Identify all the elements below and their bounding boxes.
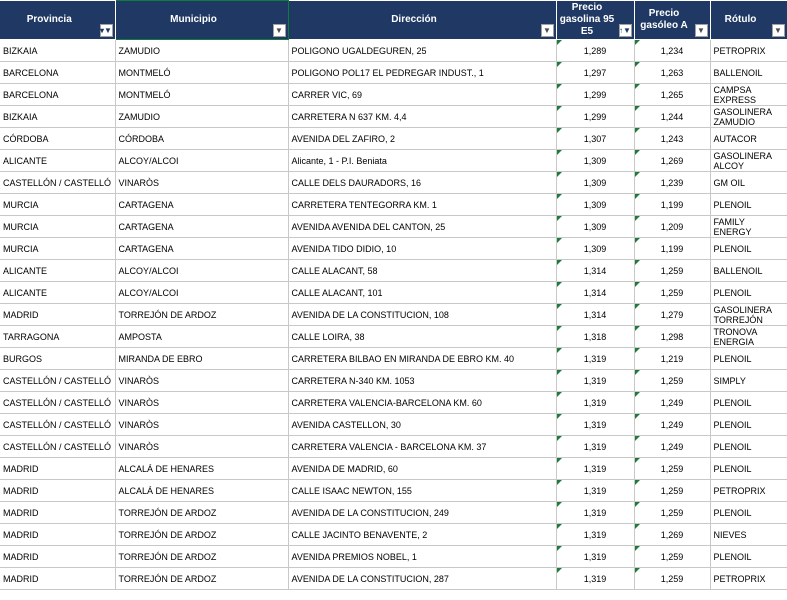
cell-direccion[interactable]: AVENIDA DEL ZAFIRO, 2 bbox=[288, 128, 556, 150]
cell-municipio[interactable]: ALCALÁ DE HENARES bbox=[115, 458, 288, 480]
table-row bbox=[0, 106, 787, 128]
cell-gasoleo[interactable]: 1,259 bbox=[634, 546, 710, 568]
cell-provincia[interactable]: MADRID bbox=[0, 568, 115, 590]
cell-gasoleo[interactable]: 1,243 bbox=[634, 128, 710, 150]
cell-rotulo[interactable]: FAMILY ENERGY bbox=[710, 216, 787, 238]
cell-rotulo[interactable]: PLENOIL bbox=[710, 238, 787, 260]
table-row bbox=[0, 194, 787, 216]
cell-direccion[interactable]: CALLE JACINTO BENAVENTE, 2 bbox=[288, 524, 556, 546]
column-header-label: Municipio bbox=[170, 14, 217, 25]
cell-municipio[interactable]: ALCOY/ALCOI bbox=[115, 150, 288, 172]
cell-gasolina[interactable]: 1,319 bbox=[556, 524, 634, 546]
cell-gasolina[interactable]: 1,319 bbox=[556, 392, 634, 414]
cell-gasoleo[interactable]: 1,269 bbox=[634, 150, 710, 172]
cell-direccion[interactable]: CALLE ALACANT, 58 bbox=[288, 260, 556, 282]
cell-direccion[interactable]: CARRETERA N-340 KM. 1053 bbox=[288, 370, 556, 392]
table-row bbox=[0, 260, 787, 282]
cell-gasolina[interactable]: 1,319 bbox=[556, 502, 634, 524]
cell-municipio[interactable]: MIRANDA DE EBRO bbox=[115, 348, 288, 370]
cell-municipio[interactable]: TORREJÓN DE ARDOZ bbox=[115, 304, 288, 326]
cell-gasolina[interactable]: 1,309 bbox=[556, 238, 634, 260]
cell-provincia[interactable]: CASTELLÓN / CASTELLÓ bbox=[0, 392, 115, 414]
cell-provincia[interactable]: ALICANTE bbox=[0, 282, 115, 304]
column-header-gasoleo[interactable] bbox=[634, 1, 710, 40]
cell-direccion[interactable]: AVENIDA DE LA CONSTITUCION, 249 bbox=[288, 502, 556, 524]
cell-rotulo[interactable]: GASOLINERA ZAMUDIO bbox=[710, 106, 787, 128]
cell-gasolina[interactable]: 1,319 bbox=[556, 370, 634, 392]
cell-gasolina[interactable]: 1,297 bbox=[556, 62, 634, 84]
column-header-label: Dirección bbox=[391, 13, 437, 25]
dropdown-arrow-icon[interactable]: ▼ bbox=[772, 24, 785, 37]
cell-municipio[interactable]: VINARÒS bbox=[115, 370, 288, 392]
column-header-provincia[interactable] bbox=[0, 1, 115, 40]
cell-gasoleo[interactable]: 1,244 bbox=[634, 106, 710, 128]
cell-rotulo[interactable]: BALLENOIL bbox=[710, 62, 787, 84]
cell-provincia[interactable]: MURCIA bbox=[0, 238, 115, 260]
cell-provincia[interactable]: CÓRDOBA bbox=[0, 128, 115, 150]
cell-provincia[interactable]: MADRID bbox=[0, 524, 115, 546]
cell-rotulo[interactable]: PLENOIL bbox=[710, 348, 787, 370]
cell-gasoleo[interactable]: 1,219 bbox=[634, 348, 710, 370]
cell-municipio[interactable]: CARTAGENA bbox=[115, 216, 288, 238]
cell-rotulo[interactable]: TRONOVA ENERGIA bbox=[710, 326, 787, 348]
cell-municipio[interactable]: MONTMELÓ bbox=[115, 62, 288, 84]
cell-gasoleo[interactable]: 1,199 bbox=[634, 238, 710, 260]
cell-gasoleo[interactable]: 1,239 bbox=[634, 172, 710, 194]
cell-direccion[interactable]: POLIGONO POL17 EL PEDREGAR INDUST., 1 bbox=[288, 62, 556, 84]
filter-applied-icon[interactable]: ▾▼ bbox=[100, 24, 113, 37]
cell-gasoleo[interactable]: 1,259 bbox=[634, 480, 710, 502]
cell-municipio[interactable]: VINARÒS bbox=[115, 172, 288, 194]
cell-direccion[interactable]: CARRETERA VALENCIA - BARCELONA KM. 37 bbox=[288, 436, 556, 458]
column-header-label: Precio gasolina 95 E5 bbox=[559, 1, 615, 37]
cell-municipio[interactable]: VINARÒS bbox=[115, 436, 288, 458]
table-row bbox=[0, 436, 787, 458]
cell-rotulo[interactable]: PETROPRIX bbox=[710, 480, 787, 502]
cell-gasolina[interactable]: 1,319 bbox=[556, 348, 634, 370]
cell-gasolina[interactable]: 1,318 bbox=[556, 326, 634, 348]
cell-gasoleo[interactable]: 1,199 bbox=[634, 194, 710, 216]
table-row bbox=[0, 304, 787, 326]
cell-gasoleo[interactable]: 1,279 bbox=[634, 304, 710, 326]
cell-provincia[interactable]: CASTELLÓN / CASTELLÓ bbox=[0, 414, 115, 436]
cell-municipio[interactable]: CARTAGENA bbox=[115, 194, 288, 216]
table-row bbox=[0, 370, 787, 392]
cell-gasolina[interactable]: 1,309 bbox=[556, 216, 634, 238]
cell-rotulo[interactable]: CAMPSA EXPRESS bbox=[710, 84, 787, 106]
table-body bbox=[0, 40, 787, 590]
dropdown-arrow-icon[interactable]: ▼ bbox=[541, 24, 554, 37]
column-header-label: Rótulo bbox=[724, 13, 757, 25]
cell-gasoleo[interactable]: 1,249 bbox=[634, 392, 710, 414]
cell-direccion[interactable]: AVENIDA TIDO DIDIO, 10 bbox=[288, 238, 556, 260]
cell-rotulo[interactable]: PETROPRIX bbox=[710, 568, 787, 590]
cell-municipio[interactable]: VINARÒS bbox=[115, 392, 288, 414]
cell-rotulo[interactable]: PLENOIL bbox=[710, 282, 787, 304]
table-row bbox=[0, 458, 787, 480]
cell-municipio[interactable]: TORREJÓN DE ARDOZ bbox=[115, 546, 288, 568]
cell-gasolina[interactable]: 1,309 bbox=[556, 150, 634, 172]
cell-gasoleo[interactable]: 1,259 bbox=[634, 502, 710, 524]
cell-municipio[interactable]: CÓRDOBA bbox=[115, 128, 288, 150]
table-row bbox=[0, 172, 787, 194]
cell-provincia[interactable]: CASTELLÓN / CASTELLÓ bbox=[0, 172, 115, 194]
cell-provincia[interactable]: TARRAGONA bbox=[0, 326, 115, 348]
cell-direccion[interactable]: CALLE ALACANT, 101 bbox=[288, 282, 556, 304]
table-row bbox=[0, 414, 787, 436]
cell-municipio[interactable]: TORREJÓN DE ARDOZ bbox=[115, 524, 288, 546]
cell-gasoleo[interactable]: 1,234 bbox=[634, 40, 710, 62]
cell-direccion[interactable]: CARRETERA N 637 KM. 4,4 bbox=[288, 106, 556, 128]
cell-direccion[interactable]: AVENIDA PREMIOS NOBEL, 1 bbox=[288, 546, 556, 568]
cell-rotulo[interactable]: PLENOIL bbox=[710, 502, 787, 524]
cell-rotulo[interactable]: NIEVES bbox=[710, 524, 787, 546]
table-row bbox=[0, 282, 787, 304]
cell-gasoleo[interactable]: 1,259 bbox=[634, 370, 710, 392]
cell-provincia[interactable]: MADRID bbox=[0, 480, 115, 502]
cell-gasolina[interactable]: 1,299 bbox=[556, 84, 634, 106]
cell-direccion[interactable]: CARRETERA TENTEGORRA KM. 1 bbox=[288, 194, 556, 216]
cell-provincia[interactable]: CASTELLÓN / CASTELLÓ bbox=[0, 436, 115, 458]
cell-rotulo[interactable]: PLENOIL bbox=[710, 436, 787, 458]
cell-municipio[interactable]: ALCOY/ALCOI bbox=[115, 260, 288, 282]
cell-direccion[interactable]: POLIGONO UGALDEGUREN, 25 bbox=[288, 40, 556, 62]
cell-rotulo[interactable]: AUTACOR bbox=[710, 128, 787, 150]
cell-direccion[interactable]: AVENIDA AVENIDA DEL CANTON, 25 bbox=[288, 216, 556, 238]
cell-gasolina[interactable]: 1,319 bbox=[556, 568, 634, 590]
cell-municipio[interactable]: ALCALÁ DE HENARES bbox=[115, 480, 288, 502]
dropdown-arrow-icon[interactable]: ▼ bbox=[273, 24, 286, 37]
cell-provincia[interactable]: MADRID bbox=[0, 546, 115, 568]
cell-gasoleo[interactable]: 1,259 bbox=[634, 260, 710, 282]
column-header-label: Precio gasóleo A bbox=[640, 7, 688, 31]
cell-gasolina[interactable]: 1,314 bbox=[556, 282, 634, 304]
cell-gasoleo[interactable]: 1,259 bbox=[634, 458, 710, 480]
table-row bbox=[0, 392, 787, 414]
table-row bbox=[0, 84, 787, 106]
cell-gasolina[interactable]: 1,309 bbox=[556, 194, 634, 216]
cell-provincia[interactable]: MADRID bbox=[0, 502, 115, 524]
cell-gasoleo[interactable]: 1,249 bbox=[634, 436, 710, 458]
table-row bbox=[0, 502, 787, 524]
table-row bbox=[0, 62, 787, 84]
cell-gasoleo[interactable]: 1,298 bbox=[634, 326, 710, 348]
cell-municipio[interactable]: ZAMUDIO bbox=[115, 106, 288, 128]
cell-gasolina[interactable]: 1,319 bbox=[556, 436, 634, 458]
cell-gasolina[interactable]: 1,309 bbox=[556, 172, 634, 194]
cell-direccion[interactable]: AVENIDA DE MADRID, 60 bbox=[288, 458, 556, 480]
cell-rotulo[interactable]: BALLENOIL bbox=[710, 260, 787, 282]
cell-gasoleo[interactable]: 1,259 bbox=[634, 282, 710, 304]
header-row bbox=[0, 1, 787, 40]
cell-rotulo[interactable]: SIMPLY bbox=[710, 370, 787, 392]
cell-municipio[interactable]: TORREJÓN DE ARDOZ bbox=[115, 568, 288, 590]
cell-rotulo[interactable]: PLENOIL bbox=[710, 414, 787, 436]
cell-direccion[interactable]: CALLE DELS DAURADORS, 16 bbox=[288, 172, 556, 194]
cell-gasoleo[interactable]: 1,249 bbox=[634, 414, 710, 436]
cell-municipio[interactable]: AMPOSTA bbox=[115, 326, 288, 348]
cell-municipio[interactable]: MONTMELÓ bbox=[115, 84, 288, 106]
cell-gasolina[interactable]: 1,314 bbox=[556, 304, 634, 326]
cell-rotulo[interactable]: PLENOIL bbox=[710, 546, 787, 568]
cell-rotulo[interactable]: PETROPRIX bbox=[710, 40, 787, 62]
cell-gasoleo[interactable]: 1,269 bbox=[634, 524, 710, 546]
cell-gasolina[interactable]: 1,319 bbox=[556, 414, 634, 436]
cell-provincia[interactable]: ALICANTE bbox=[0, 150, 115, 172]
cell-municipio[interactable]: TORREJÓN DE ARDOZ bbox=[115, 502, 288, 524]
cell-rotulo[interactable]: GM OIL bbox=[710, 172, 787, 194]
cell-gasolina[interactable]: 1,307 bbox=[556, 128, 634, 150]
cell-provincia[interactable]: BARCELONA bbox=[0, 84, 115, 106]
cell-gasolina[interactable]: 1,314 bbox=[556, 260, 634, 282]
table-row bbox=[0, 546, 787, 568]
cell-direccion[interactable]: AVENIDA DE LA CONSTITUCION, 108 bbox=[288, 304, 556, 326]
table-row bbox=[0, 238, 787, 260]
cell-direccion[interactable]: CALLE ISAAC NEWTON, 155 bbox=[288, 480, 556, 502]
cell-gasoleo[interactable]: 1,259 bbox=[634, 568, 710, 590]
table-row bbox=[0, 348, 787, 370]
cell-provincia[interactable]: MURCIA bbox=[0, 216, 115, 238]
table-row bbox=[0, 524, 787, 546]
cell-gasolina[interactable]: 1,289 bbox=[556, 40, 634, 62]
cell-rotulo[interactable]: PLENOIL bbox=[710, 392, 787, 414]
cell-municipio[interactable]: VINARÒS bbox=[115, 414, 288, 436]
column-header-direccion[interactable] bbox=[288, 1, 556, 40]
table-row bbox=[0, 128, 787, 150]
cell-direccion[interactable]: Alicante, 1 - P.I. Beniata bbox=[288, 150, 556, 172]
cell-provincia[interactable]: MURCIA bbox=[0, 194, 115, 216]
column-header-municipio[interactable] bbox=[115, 1, 288, 40]
cell-provincia[interactable]: BURGOS bbox=[0, 348, 115, 370]
table-row bbox=[0, 40, 787, 62]
cell-gasoleo[interactable]: 1,263 bbox=[634, 62, 710, 84]
column-header-gasolina[interactable] bbox=[556, 1, 634, 40]
table-row bbox=[0, 216, 787, 238]
cell-rotulo[interactable]: GASOLINERA TORREJÓN bbox=[710, 304, 787, 326]
cell-municipio[interactable]: ALCOY/ALCOI bbox=[115, 282, 288, 304]
cell-gasolina[interactable]: 1,299 bbox=[556, 106, 634, 128]
cell-municipio[interactable]: CARTAGENA bbox=[115, 238, 288, 260]
cell-provincia[interactable]: BARCELONA bbox=[0, 62, 115, 84]
cell-direccion[interactable]: CARRETERA VALENCIA-BARCELONA KM. 60 bbox=[288, 392, 556, 414]
cell-direccion[interactable]: AVENIDA DE LA CONSTITUCION, 287 bbox=[288, 568, 556, 590]
cell-provincia[interactable]: BIZKAIA bbox=[0, 40, 115, 62]
cell-provincia[interactable]: ALICANTE bbox=[0, 260, 115, 282]
cell-provincia[interactable]: CASTELLÓN / CASTELLÓ bbox=[0, 370, 115, 392]
dropdown-arrow-icon[interactable]: ▼ bbox=[695, 24, 708, 37]
cell-provincia[interactable]: MADRID bbox=[0, 458, 115, 480]
cell-direccion[interactable]: CALLE LOIRA, 38 bbox=[288, 326, 556, 348]
column-header-rotulo[interactable] bbox=[710, 1, 787, 40]
cell-direccion[interactable]: AVENIDA CASTELLON, 30 bbox=[288, 414, 556, 436]
cell-gasolina[interactable]: 1,319 bbox=[556, 546, 634, 568]
table-row bbox=[0, 326, 787, 348]
cell-gasoleo[interactable]: 1,209 bbox=[634, 216, 710, 238]
sort-filter-icon[interactable]: ↑▼ bbox=[619, 24, 632, 37]
cell-gasolina[interactable]: 1,319 bbox=[556, 480, 634, 502]
cell-rotulo[interactable]: PLENOIL bbox=[710, 194, 787, 216]
table-row bbox=[0, 480, 787, 502]
cell-rotulo[interactable]: GASOLINERA ALCOY bbox=[710, 150, 787, 172]
column-header-label: Provincia bbox=[26, 13, 72, 25]
cell-municipio[interactable]: ZAMUDIO bbox=[115, 40, 288, 62]
cell-provincia[interactable]: MADRID bbox=[0, 304, 115, 326]
cell-gasolina[interactable]: 1,319 bbox=[556, 458, 634, 480]
table-row bbox=[0, 568, 787, 590]
cell-direccion[interactable]: CARRETERA BILBAO EN MIRANDA DE EBRO KM. 40 bbox=[288, 348, 556, 370]
table-row bbox=[0, 150, 787, 172]
cell-direccion[interactable]: CARRER VIC, 69 bbox=[288, 84, 556, 106]
cell-provincia[interactable]: BIZKAIA bbox=[0, 106, 115, 128]
cell-gasoleo[interactable]: 1,265 bbox=[634, 84, 710, 106]
cell-rotulo[interactable]: PLENOIL bbox=[710, 458, 787, 480]
